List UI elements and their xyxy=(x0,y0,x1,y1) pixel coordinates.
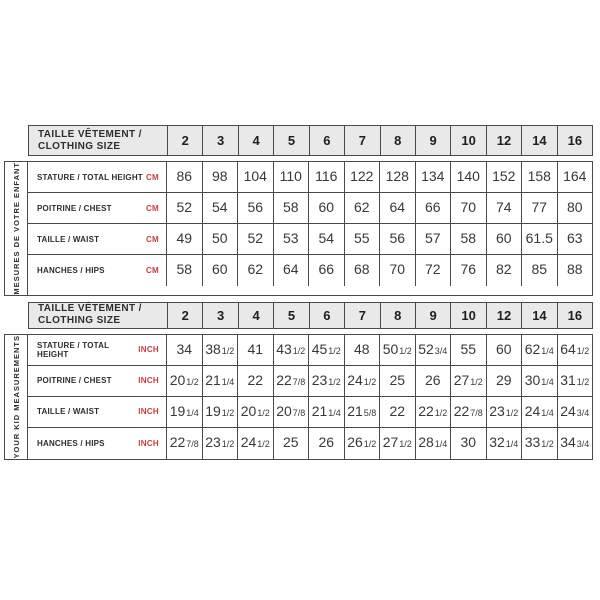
measurement-row xyxy=(28,428,592,459)
size-column-header: 2 xyxy=(168,126,203,155)
value-cell: 68 xyxy=(345,255,381,286)
value-cell: 56 xyxy=(238,193,274,223)
value-cell: 62 1/4 xyxy=(522,335,558,365)
row-label: POITRINE / CHEST xyxy=(37,203,112,213)
size-column-header: 5 xyxy=(274,126,309,155)
inch-rows xyxy=(27,334,593,460)
value-cell: 21 1/4 xyxy=(309,397,345,427)
value-cell: 33 1/2 xyxy=(522,428,558,459)
value-cell: 22 xyxy=(238,366,274,396)
value-cell: 152 xyxy=(487,162,523,192)
fraction: 1/2 xyxy=(328,345,341,356)
measurement-row xyxy=(28,366,592,397)
value-cell: 86 xyxy=(167,162,203,192)
value-cell: 61.5 xyxy=(522,224,558,254)
row-label: STATURE / TOTAL HEIGHT xyxy=(37,340,110,359)
fraction: 1/2 xyxy=(257,438,270,449)
fraction: 1/2 xyxy=(186,376,199,387)
clothing-size-header-label xyxy=(29,126,168,155)
value-cell: 23 1/2 xyxy=(487,397,523,427)
value-cell: 104 xyxy=(238,162,274,192)
row-label-cell xyxy=(28,428,167,459)
side-label-box-cm xyxy=(4,161,28,296)
fraction: 7/8 xyxy=(292,376,306,387)
fraction: 1/2 xyxy=(434,407,448,418)
value-cell: 26 xyxy=(309,428,345,459)
value-cell: 66 xyxy=(416,193,452,223)
value-cell: 56 xyxy=(380,224,416,254)
size-column-header: 8 xyxy=(381,303,416,328)
side-label: YOUR KID MEASUREMENTS xyxy=(11,334,21,459)
fraction: 1/2 xyxy=(363,438,377,449)
value-cell: 48 xyxy=(345,335,381,365)
header-label-line2: CLOTHING SIZE xyxy=(38,140,121,152)
value-cell: 24 3/4 xyxy=(558,397,593,427)
size-column-header: 10 xyxy=(451,303,486,328)
cm-rows xyxy=(27,161,593,296)
value-cell: 64 xyxy=(380,193,416,223)
row-label: HANCHES / HIPS xyxy=(37,266,105,275)
size-column-header: 14 xyxy=(522,303,557,328)
fraction: 1/2 xyxy=(576,376,590,387)
fraction: 1/4 xyxy=(541,376,554,387)
value-cell: 41 xyxy=(238,335,274,365)
size-column-header: 5 xyxy=(274,303,309,328)
value-cell: 23 1/2 xyxy=(309,366,345,396)
size-column-header: 10 xyxy=(451,126,486,155)
size-column-header: 6 xyxy=(310,126,345,155)
value-cell: 27 1/2 xyxy=(451,366,487,396)
value-cell: 128 xyxy=(380,162,416,192)
value-cell: 22 xyxy=(380,397,416,427)
size-column-header: 9 xyxy=(416,126,451,155)
fraction: 1/2 xyxy=(221,345,235,356)
fraction: 1/4 xyxy=(434,438,448,449)
row-label-cell xyxy=(28,162,167,192)
value-cell: 20 1/2 xyxy=(238,397,274,427)
value-cell: 122 xyxy=(345,162,381,192)
unit-label: CM xyxy=(145,203,159,213)
row-label: HANCHES / HIPS xyxy=(37,438,105,448)
side-label: MESURES DE VOTRE ENFANT xyxy=(11,162,21,295)
value-cell: 60 xyxy=(309,193,345,223)
value-cell: 24 1/2 xyxy=(345,366,381,396)
value-cell: 62 xyxy=(345,193,381,223)
row-label: TAILLE / WAIST xyxy=(37,234,100,244)
value-cell: 64 1/2 xyxy=(558,335,593,365)
value-cell: 25 xyxy=(380,366,416,396)
fraction: 1/2 xyxy=(363,376,377,387)
value-cell: 27 1/2 xyxy=(380,428,416,459)
value-cell: 34 xyxy=(167,335,203,365)
value-cell: 30 xyxy=(451,428,487,459)
fraction: 1/2 xyxy=(292,345,306,356)
value-cell: 52 xyxy=(167,193,203,223)
unit-label: CM xyxy=(145,234,159,244)
clothing-size-header-row-2 xyxy=(28,302,593,329)
value-cell: 34 3/4 xyxy=(558,428,593,459)
value-cell: 38 1/2 xyxy=(203,335,239,365)
value-cell: 26 xyxy=(416,366,452,396)
fraction: 5/8 xyxy=(363,407,377,418)
value-cell: 26 1/2 xyxy=(345,428,381,459)
value-cell: 70 xyxy=(380,255,416,286)
value-cell: 77 xyxy=(522,193,558,223)
size-column-header: 8 xyxy=(381,126,416,155)
value-cell: 80 xyxy=(566,199,583,215)
fraction: 1/2 xyxy=(505,407,519,418)
value-cell: 85 xyxy=(522,255,558,286)
size-column-header: 16 xyxy=(567,307,583,323)
value-cell: 24 1/2 xyxy=(238,428,274,459)
fraction: 1/4 xyxy=(221,376,235,387)
header-label-line1: TAILLE VÊTEMENT / xyxy=(38,128,142,140)
clothing-size-header-row-1 xyxy=(28,125,593,156)
value-cell: 23 1/2 xyxy=(203,428,239,459)
side-label-box-inch xyxy=(4,334,28,460)
value-cell: 60 xyxy=(203,255,239,286)
value-cell: 53 xyxy=(274,224,310,254)
row-label-cell xyxy=(28,255,167,286)
value-cell: 31 1/2 xyxy=(558,366,593,396)
fraction: 1/2 xyxy=(541,438,554,449)
measurement-row xyxy=(28,255,592,286)
value-cell: 66 xyxy=(309,255,345,286)
value-cell: 70 xyxy=(451,193,487,223)
size-column-header: 14 xyxy=(522,126,557,155)
fraction: 1/4 xyxy=(541,407,554,418)
value-cell: 52 xyxy=(238,224,274,254)
value-cell: 110 xyxy=(274,162,310,192)
cm-section xyxy=(4,161,593,296)
row-label: STATURE / TOTAL HEIGHT xyxy=(37,172,143,182)
value-cell: 98 xyxy=(203,162,239,192)
value-cell: 134 xyxy=(416,162,452,192)
fraction: 1/2 xyxy=(221,407,235,418)
value-cell: 55 xyxy=(345,224,381,254)
size-column-header: 6 xyxy=(310,303,345,328)
fraction: 1/4 xyxy=(328,407,341,418)
fraction: 1/4 xyxy=(505,438,519,449)
value-cell: 21 5/8 xyxy=(345,397,381,427)
value-cell: 50 1/2 xyxy=(380,335,416,365)
value-cell: 24 1/4 xyxy=(522,397,558,427)
header-label-line2: CLOTHING SIZE xyxy=(38,315,121,327)
value-cell: 20 1/2 xyxy=(167,366,203,396)
value-cell: 64 xyxy=(274,255,310,286)
value-cell: 76 xyxy=(451,255,487,286)
unit-label: INCH xyxy=(138,345,159,355)
header-label-line1: TAILLE VÊTEMENT / xyxy=(38,303,142,315)
unit-label: CM xyxy=(145,266,159,275)
fraction: 3/4 xyxy=(434,345,448,356)
measurement-row xyxy=(28,162,592,193)
value-cell: 21 1/4 xyxy=(203,366,239,396)
value-cell: 32 1/4 xyxy=(487,428,523,459)
value-cell: 57 xyxy=(416,224,452,254)
row-label-cell xyxy=(28,397,167,427)
value-cell: 60 xyxy=(487,224,523,254)
value-cell: 49 xyxy=(167,224,203,254)
fraction: 1/2 xyxy=(399,438,412,449)
value-cell: 45 1/2 xyxy=(309,335,345,365)
row-label-cell xyxy=(28,335,167,365)
row-label-cell xyxy=(28,193,167,223)
size-column-header: 3 xyxy=(203,303,238,328)
fraction: 1/2 xyxy=(399,345,412,356)
unit-label: CM xyxy=(145,172,159,182)
fraction: 1/2 xyxy=(257,407,270,418)
value-cell: 22 7/8 xyxy=(451,397,487,427)
measurement-row xyxy=(28,397,592,428)
size-column-header: 4 xyxy=(239,303,274,328)
value-cell: 50 xyxy=(203,224,239,254)
unit-label: INCH xyxy=(138,376,159,386)
value-cell: 82 xyxy=(487,255,523,286)
value-cell: 58 xyxy=(451,224,487,254)
size-chart xyxy=(4,125,593,460)
fraction: 3/4 xyxy=(576,438,590,449)
value-cell: 25 xyxy=(274,428,310,459)
value-cell: 72 xyxy=(416,255,452,286)
value-cell: 63 xyxy=(566,230,583,246)
fraction: 1/2 xyxy=(576,345,590,356)
value-cell: 58 xyxy=(167,255,203,286)
size-column-header: 16 xyxy=(567,133,583,148)
value-cell: 28 1/4 xyxy=(416,428,452,459)
unit-label: INCH xyxy=(138,407,159,417)
fraction: 1/4 xyxy=(541,345,554,356)
value-cell: 140 xyxy=(451,162,487,192)
value-cell: 58 xyxy=(274,193,310,223)
fraction: 7/8 xyxy=(292,407,306,418)
value-cell: 116 xyxy=(309,162,345,192)
value-cell: 43 1/2 xyxy=(274,335,310,365)
measurement-row xyxy=(28,193,592,224)
value-cell: 88 xyxy=(566,261,583,277)
measurement-row xyxy=(28,335,592,366)
fraction: 1/2 xyxy=(221,438,235,449)
value-cell: 60 xyxy=(487,335,523,365)
value-cell: 30 1/4 xyxy=(522,366,558,396)
value-cell: 74 xyxy=(487,193,523,223)
value-cell: 54 xyxy=(309,224,345,254)
row-label-cell xyxy=(28,366,167,396)
fraction: 1/2 xyxy=(328,376,341,387)
size-column-header: 3 xyxy=(203,126,238,155)
value-cell: 55 xyxy=(451,335,487,365)
value-cell: 22 1/2 xyxy=(416,397,452,427)
clothing-size-header-label xyxy=(29,303,168,328)
size-column-header: 9 xyxy=(416,303,451,328)
fraction: 7/8 xyxy=(186,438,199,449)
size-column-header: 2 xyxy=(168,303,203,328)
row-label: POITRINE / CHEST xyxy=(37,376,112,386)
row-label-cell xyxy=(28,224,167,254)
value-cell: 19 1/4 xyxy=(167,397,203,427)
size-column-header: 12 xyxy=(487,126,522,155)
value-cell: 158 xyxy=(522,162,558,192)
value-cell: 19 1/2 xyxy=(203,397,239,427)
value-cell: 164 xyxy=(563,168,587,184)
fraction: 7/8 xyxy=(470,407,483,418)
row-label: TAILLE / WAIST xyxy=(37,407,100,417)
size-column-header: 4 xyxy=(239,126,274,155)
size-column-header: 7 xyxy=(345,126,380,155)
size-column-header: 12 xyxy=(487,303,522,328)
fraction: 1/2 xyxy=(470,376,483,387)
value-cell: 22 7/8 xyxy=(274,366,310,396)
size-column-header: 7 xyxy=(345,303,380,328)
value-cell: 29 xyxy=(487,366,523,396)
unit-label: INCH xyxy=(138,438,159,448)
value-cell: 22 7/8 xyxy=(167,428,203,459)
value-cell: 62 xyxy=(238,255,274,286)
value-cell: 52 3/4 xyxy=(416,335,452,365)
fraction: 1/4 xyxy=(186,407,199,418)
value-cell: 54 xyxy=(203,193,239,223)
measurement-row xyxy=(28,224,592,255)
inch-section xyxy=(4,334,593,460)
value-cell: 20 7/8 xyxy=(274,397,310,427)
fraction: 3/4 xyxy=(576,407,590,418)
